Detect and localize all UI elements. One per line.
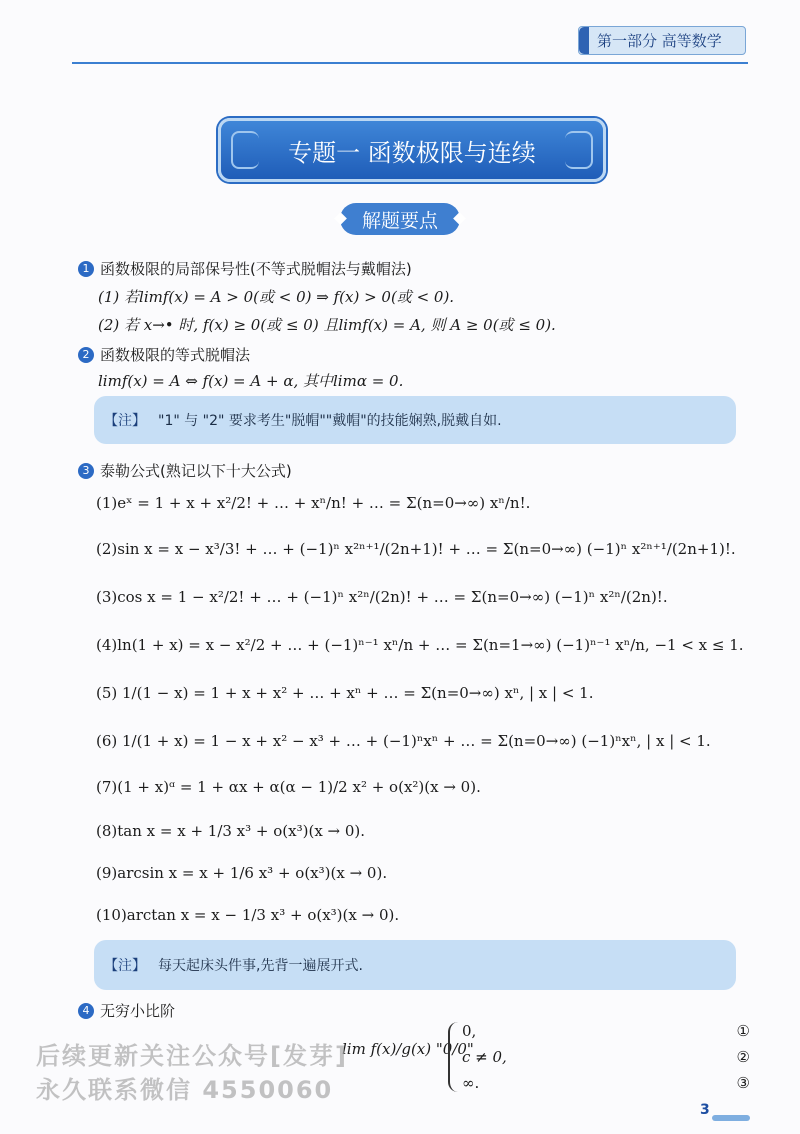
item-number-badge: 2 <box>78 347 94 363</box>
item-3-heading <box>78 460 292 481</box>
topic-title-banner <box>218 118 606 182</box>
taylor-formula-9: (9)arcsin x = x + 1/6 x³ + o(x³)(x → 0). <box>96 864 388 882</box>
taylor-formula-4: (4)ln(1 + x) = x − x²/2 + … + (−1)ⁿ⁻¹ xⁿ/n + … = Σ(n=1→∞) (−1)ⁿ⁻¹ xⁿ/n, −1 < x ≤ 1. <box>96 636 744 654</box>
taylor-formula-8: (8)tan x = x + 1/3 x³ + o(x³)(x → 0). <box>96 822 366 840</box>
case-mark-3: ③ <box>736 1074 750 1092</box>
item-number-badge: 3 <box>78 463 94 479</box>
scroll-icon <box>579 27 589 54</box>
header-section-label: 第一部分 高等数学 <box>597 32 722 50</box>
taylor-formula-2: (2)sin x = x − x³/3! + … + (−1)ⁿ x²ⁿ⁺¹/(2n+1)! + … = Σ(n=0→∞) (−1)ⁿ x²ⁿ⁺¹/(2n+1)!. <box>96 540 736 558</box>
watermark-line-1: 后续更新关注公众号[发芽] <box>36 1042 348 1070</box>
case-2: c ≠ 0, <box>462 1048 507 1066</box>
note-text: 每天起床头件事,先背一遍展开式. <box>158 958 363 974</box>
item-2-line-1: limf(x) = A ⇔ f(x) = A + α, 其中limα = 0. <box>98 372 404 390</box>
case-mark-2: ② <box>736 1048 750 1066</box>
note-text: "1" 与 "2" 要求考生"脱帽""戴帽"的技能娴熟,脱戴自如. <box>158 413 502 429</box>
case-mark-1: ① <box>736 1022 750 1040</box>
case-brace <box>448 1022 460 1092</box>
section-title-pill <box>340 203 460 235</box>
item-1-heading <box>78 258 412 279</box>
item-heading-text: 函数极限的等式脱帽法 <box>100 346 251 364</box>
page-number: 3 <box>700 1102 710 1118</box>
taylor-formula-7: (7)(1 + x)ᵅ = 1 + αx + α(α − 1)/2 x² + o(x²)(x → 0). <box>96 778 481 796</box>
section-title: 解题要点 <box>361 209 438 232</box>
taylor-formula-6: (6) 1/(1 + x) = 1 − x + x² − x³ + … + (−1)ⁿxⁿ + … = Σ(n=0→∞) (−1)ⁿxⁿ, | x | < 1. <box>96 732 711 750</box>
taylor-formula-1: (1)eˣ = 1 + x + x²/2! + … + xⁿ/n! + … = Σ(n=0→∞) xⁿ/n!. <box>96 494 531 512</box>
note-box-1 <box>94 396 736 444</box>
item-4-heading <box>78 1000 175 1021</box>
banner-ornament-left-icon <box>231 131 259 169</box>
item-2-heading <box>78 344 250 365</box>
item-heading-text: 泰勒公式(熟记以下十大公式) <box>100 462 292 480</box>
item-number-badge: 4 <box>78 1003 94 1019</box>
note-box-2 <box>94 940 736 990</box>
header-section-tag <box>578 26 746 55</box>
header-divider <box>72 62 748 64</box>
note-label: 【注】 <box>104 958 146 974</box>
taylor-formula-3: (3)cos x = 1 − x²/2! + … + (−1)ⁿ x²ⁿ/(2n)! + … = Σ(n=0→∞) (−1)ⁿ x²ⁿ/(2n)!. <box>96 588 668 606</box>
note-label: 【注】 <box>104 413 146 429</box>
watermark-line-2: 永久联系微信 4550060 <box>36 1076 334 1104</box>
item-1-line-1: (1) 若limf(x) = A > 0(或 < 0) ⇒ f(x) > 0(或 < 0). <box>98 288 455 306</box>
topic-title: 专题一 函数极限与连续 <box>288 138 536 167</box>
banner-ornament-right-icon <box>565 131 593 169</box>
diamond-left-icon <box>334 212 347 225</box>
infinitesimal-limit-expression: lim f(x)/g(x) "0/0" <box>342 1040 474 1058</box>
page-wave-icon <box>712 1115 750 1121</box>
case-1: 0, <box>462 1022 477 1040</box>
item-1-line-2: (2) 若 x→• 时, f(x) ≥ 0(或 ≤ 0) 且limf(x) = A, 则 A ≥ 0(或 ≤ 0). <box>98 316 556 334</box>
item-heading-text: 函数极限的局部保号性(不等式脱帽法与戴帽法) <box>100 260 412 278</box>
case-3: ∞. <box>462 1074 480 1092</box>
item-number-badge: 1 <box>78 261 94 277</box>
taylor-formula-5: (5) 1/(1 − x) = 1 + x + x² + … + xⁿ + … = Σ(n=0→∞) xⁿ, | x | < 1. <box>96 684 594 702</box>
item-heading-text: 无穷小比阶 <box>100 1002 176 1020</box>
diamond-right-icon <box>453 212 466 225</box>
taylor-formula-10: (10)arctan x = x − 1/3 x³ + o(x³)(x → 0). <box>96 906 400 924</box>
